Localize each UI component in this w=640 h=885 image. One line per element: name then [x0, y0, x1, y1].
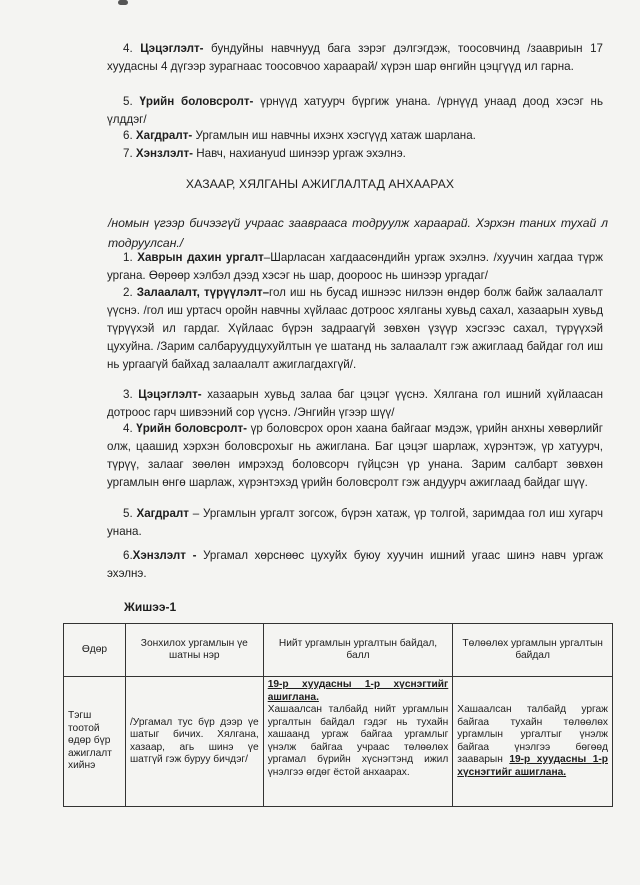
- header-rep-growth: Төлөөлөх ургамлын ургалтын байдал: [453, 624, 613, 677]
- term: Хагдралт: [136, 507, 189, 520]
- cell-rep-growth: Хашаалсан талбайд ургаж байгаа тухайн төлөөлөх ургамлын ургалтыг үнэлж байгаа үнэлгээ бөгөөд зааварын 19-р хуудасны 1-р хүснэгтийг ашиглана.: [453, 677, 613, 807]
- list2-item-2: 2. Залаалалт, түрүүлэлт–гол иш нь бусад ишнээс нилээн өндөр болж байж залаалалт үүснэ. /гол иш уртасч оройн навчны хүйлаас дотроос хялганы хувьд сахал, хазаарын хувьд түрүүхэй ил гардаг. Хүйлаас бүрэн задраагүй зөвхөн үзүүр хэсгээс сахал, түрүүхэй цухуйна. /Зарим салбаруудцухуйлтын үе шатанд нь залаалалт гэж ажиглаад байдаг гол иш нь ургаагүй байхад залаалалт ажиглагдахгүй/.: [107, 286, 603, 371]
- term: Цэцэглэлт-: [140, 42, 204, 55]
- table-header-row: [64, 624, 613, 677]
- table-reference: 19-р хуудасны 1-р хүснэгтийг ашиглана.: [267, 679, 449, 703]
- list1-item-4: 4. Цэцэглэлт- бундуйны навчнууд бага зэрэг дэлгэгдэж, тоосовчинд /заавриын 17 хуудасны 4 дүгээр зурагнаас тоосовчоо хараарай/ хүрэн шар өнгийн цэцгүүд ил гарна.: [107, 42, 603, 73]
- term: Хэнзлэлт -: [132, 549, 197, 562]
- list1-item-5: 5. Үрийн боловсролт- үрнүүд хатуурч бүргиж унана. /үрнүүд унаад доод хэсэг нь үлддэг/: [107, 95, 603, 126]
- term: Цэцэглэлт-: [138, 388, 202, 401]
- list2-item-4: 4. Үрийн боловсролт- үр боловсрох орон хаана байгааг мэдэж, үрийн анхны хөвөрлийг олж, цаашид хэрхэн боловсрохыг нь ажиглана. Баг цэцэг шарлаж, хүрэнтэж, үр хатуурч, түрүү, залааг зөөлөн имрэхэд боловсорч гүйцсэн үр унана. Зарим салбарт зөвхөн ургамлын өнгө шарлаж, хүрэнтэхэд үрийн боловсролт гэж андуурч ажиглаад байдаг шүү.: [107, 422, 603, 489]
- list2-item-3: 3. Цэцэглэлт- хазаарын хувьд залаа баг цэцэг үүснэ. Хялгана гол ишний хүйлаасан дотроос гарч шивээний сор үүснэ. /Энгийн үгээр шүү/: [107, 388, 603, 419]
- section-heading: ХАЗААР, ХЯЛГАНЫ АЖИГЛАЛТАД АНХААРАХ: [185, 177, 455, 191]
- italic-note: /номын үгээр бичээгүй учраас зааврааса тодруулж хараарай. Хэрхэн таних тухай л тодруулсан./: [108, 216, 608, 250]
- list2-item-1: 1. Хаврын дахин ургалт–Шарласан хагдаасөндийн ургаж эхэлнэ. /хуучин хагдаа түрж ургана. Өөрөөр хэлбэл дээд хэсэг нь шар, доороос нь шинээр ургадаг/: [107, 251, 603, 282]
- cell-total-growth: 19-р хуудасны 1-р хүснэгтийг ашиглана. Хашаалсан талбайд нийт ургамлын ургалтын байдал гэдэг нь тухайн хашаанд ургаж байгаа ургамлыг үнэлж байгаа учраас төлөөлөх ургамал бүрийн хүснэгтэнд ижил үнэлгээ өгдөг ёстой анхаарах.: [263, 677, 453, 807]
- header-total-growth: Нийт ургамлын ургалтын байдал, балл: [263, 624, 453, 677]
- cell-day: Тэгш тоотой өдөр бүр ажиглалт хийнэ: [64, 677, 126, 807]
- term: Залаалалт, түрүүлэлт–: [136, 286, 270, 299]
- term: Хэнзлэлт-: [135, 147, 194, 160]
- term: Үрийн боловсролт-: [139, 95, 254, 108]
- scan-speck: [118, 0, 128, 5]
- list2-item-5: 5. Хагдралт – Ургамлын ургалт зогсож, бүрэн хатаж, үр толгой, заримдаа гол иш хугарч унана.: [107, 507, 603, 538]
- cell-stage: /Ургамал тус бүр дээр үе шатыг бичих. Хялгана, хазаар, агь шинэ үе шатгүй гэж буруу бичдэг/: [125, 677, 263, 807]
- header-stage: Зонхилох ургамлын үе шатны нэр: [125, 624, 263, 677]
- term: Хагдралт-: [135, 129, 193, 142]
- table-reference: 19-р хуудасны 1-р хүснэгтийг ашиглана.: [457, 754, 608, 778]
- example-label: Жишээ-1: [124, 600, 177, 614]
- table-row: [64, 677, 613, 807]
- term: Хаврын дахин ургалт: [137, 251, 264, 264]
- header-day: Өдөр: [64, 624, 126, 677]
- list1-item-6: 6. Хагдралт- Ургамлын иш навчны ихэнх хэсгүүд хатаж шарлана.: [123, 129, 476, 142]
- term: Үрийн боловсролт-: [136, 422, 247, 435]
- observation-table: [63, 623, 613, 807]
- list1-item-7: 7. Хэнзлэлт- Навч, нахиануud шинээр ургаж эхэлнэ.: [123, 147, 406, 160]
- list2-item-6: 6.Хэнзлэлт - Ургамал хөрснөөс цухуйх буюу хуучин ишний угаас шинэ навч ургаж эхэлнэ.: [107, 549, 603, 580]
